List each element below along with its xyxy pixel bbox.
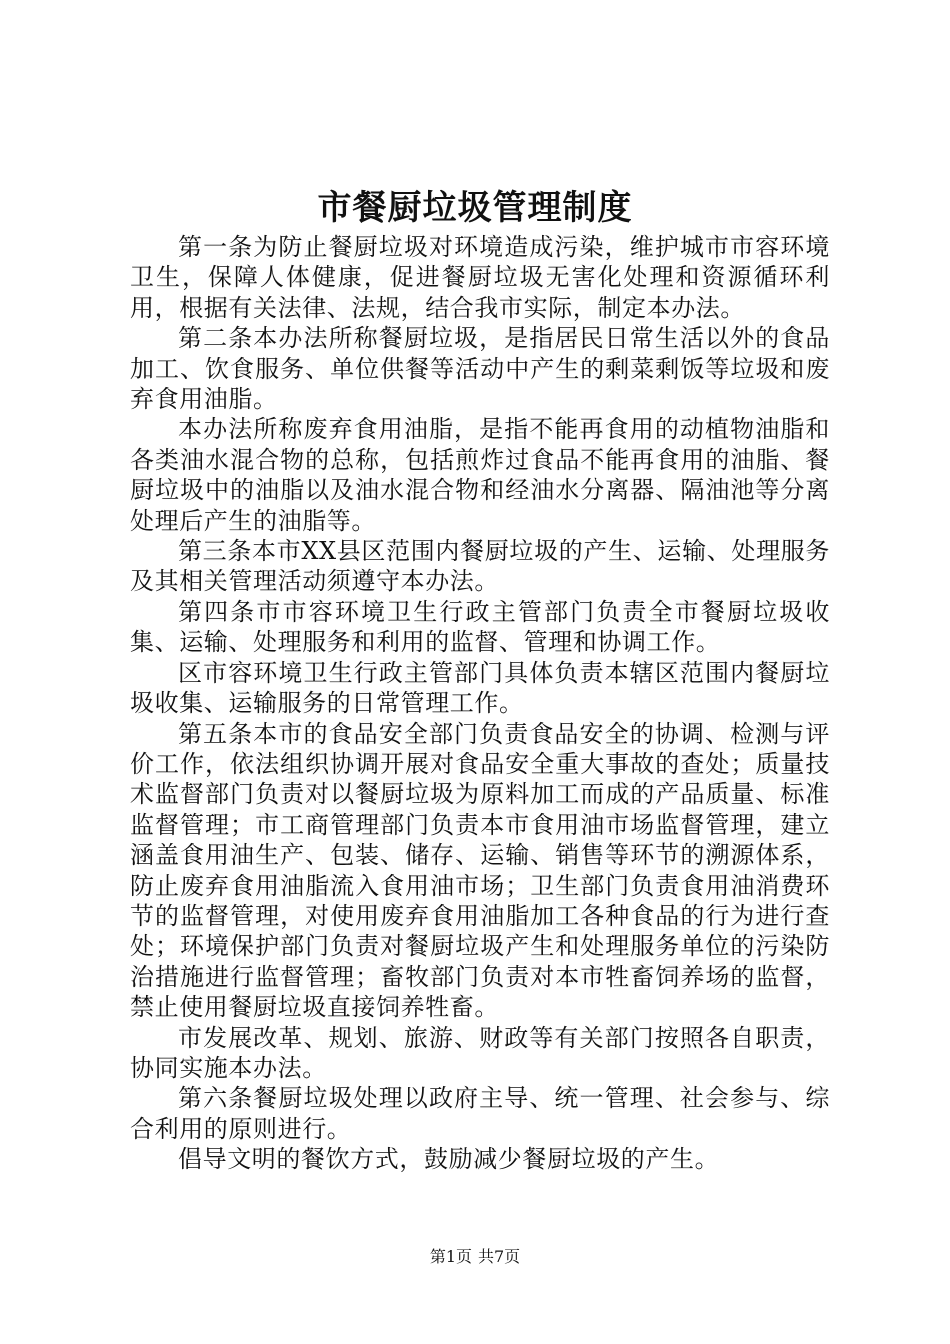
- article-6-paragraph: 第六条餐厨垃圾处理以政府主导、统一管理、社会参与、综合利用的原则进行。: [130, 1084, 830, 1143]
- article-2-paragraph: 第二条本办法所称餐厨垃圾，是指居民日常生活以外的食品加工、饮食服务、单位供餐等活动中产生的剩菜剩饭等垃圾和废弃食用油脂。: [130, 324, 830, 414]
- civilized-dining-paragraph: 倡导文明的餐饮方式，鼓励减少餐厨垃圾的产生。: [178, 1145, 720, 1174]
- waste-oil-definition-paragraph: 本办法所称废弃食用油脂，是指不能再食用的动植物油脂和各类油水混合物的总称，包括煎炸过食品不能再食用的油脂、餐厨垃圾中的油脂以及油水混合物和经油水分离器、隔油池等分离处理后产生的油脂等。: [130, 415, 830, 535]
- article-1-paragraph: 第一条为防止餐厨垃圾对环境造成污染，维护城市市容环境卫生，保障人体健康，促进餐厨垃圾无害化处理和资源循环利用，根据有关法律、法规，结合我市实际，制定本办法。: [130, 233, 830, 322]
- page-number: 第1页: [429, 1247, 472, 1266]
- document-body: [130, 232, 830, 1175]
- district-management-paragraph: 区市容环境卫生行政主管部门具体负责本辖区范围内餐厨垃圾收集、运输服务的日常管理工作。: [130, 658, 830, 718]
- document-title: 市餐厨垃圾管理制度: [317, 188, 633, 228]
- page-total: 共7页: [478, 1247, 521, 1266]
- article-3-paragraph: 第三条本市XX县区范围内餐厨垃圾的产生、运输、处理服务及其相关管理活动须遵守本办法。: [130, 537, 830, 596]
- article-4-paragraph: 第四条市市容环境卫生行政主管部门负责全市餐厨垃圾收集、运输、处理服务和利用的监督、管理和协调工作。: [130, 597, 830, 657]
- related-departments-paragraph: 市发展改革、规划、旅游、财政等有关部门按照各自职责，协同实施本办法。: [130, 1023, 830, 1082]
- page-footer: [0, 1246, 950, 1268]
- article-5-paragraph: 第五条本市的食品安全部门负责食品安全的协调、检测与评价工作，依法组织协调开展对食品安全重大事故的查处；质量技术监督部门负责对以餐厨垃圾为原料加工而成的产品质量、标准监督管理；市工商管理部门负责本市食用油市场监督管理，建立涵盖食用油生产、包装、储存、运输、销售等环节的溯源体系，防止废弃食用油脂流入食用油市场；卫生部门负责食用油消费环节的监督管理，对使用废弃食用油脂加工各种食品的行为进行查处；环境保护部门负责对餐厨垃圾产生和处理服务单位的污染防治措施进行监督管理；畜牧部门负责对本市牲畜饲养场的监督，禁止使用餐厨垃圾直接饲养牲畜。: [130, 719, 830, 1022]
